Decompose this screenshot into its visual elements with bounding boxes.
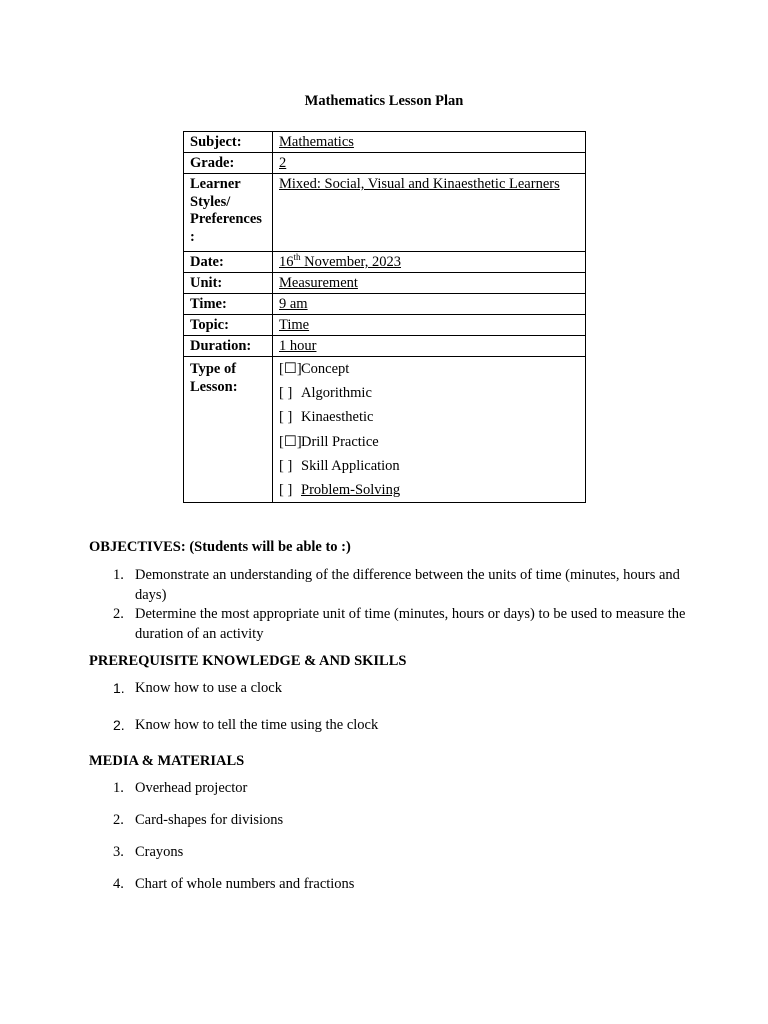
prerequisites-list: [89, 680, 689, 734]
table-row: [184, 273, 586, 294]
time-label: Time:: [184, 294, 273, 315]
date-value: 16th November, 2023: [273, 252, 586, 273]
list-item: 2. Card-shapes for divisions: [113, 812, 284, 828]
topic-label: Topic:: [184, 315, 273, 336]
lesson-type-option: [ ] Kinaesthetic: [279, 405, 579, 429]
duration-value: 1 hour: [273, 336, 586, 357]
time-value: 9 am: [273, 294, 586, 315]
unit-value: Measurement: [273, 273, 586, 294]
date-label: Date:: [184, 252, 273, 273]
subject-label: Subject:: [184, 132, 273, 153]
list-item: 1. Know how to use a clock: [113, 680, 282, 696]
checkbox-icon: [☐]: [279, 433, 302, 450]
objectives-list: [89, 566, 689, 644]
table-row: [184, 132, 586, 153]
materials-list: [89, 780, 689, 893]
list-item: 4. Chart of whole numbers and fractions: [113, 876, 355, 892]
table-row: [184, 294, 586, 315]
learner-styles-label: Learner Styles/ Preferences :: [184, 174, 273, 252]
lesson-type-option: [☐]Drill Practice: [279, 430, 579, 454]
document-title: Mathematics Lesson Plan: [304, 93, 464, 109]
list-item: 1. Overhead projector: [113, 780, 248, 796]
checkbox-icon: [☐]: [279, 361, 302, 377]
table-row: [184, 315, 586, 336]
objectives-heading: OBJECTIVES: (Students will be able to :): [89, 539, 351, 555]
table-row: [184, 357, 586, 503]
checkbox-icon: [ ]: [279, 409, 293, 426]
topic-value: Time: [273, 315, 586, 336]
materials-heading: MEDIA & MATERIALS: [89, 753, 245, 769]
table-row: [184, 336, 586, 357]
lesson-type-option: [ ] Skill Application: [279, 454, 579, 478]
checkbox-icon: [ ]: [279, 481, 293, 498]
grade-value: 2: [273, 153, 586, 174]
grade-label: Grade:: [184, 153, 273, 174]
lesson-details-table: [183, 131, 586, 503]
table-row: [184, 174, 586, 252]
list-item: 1. Demonstrate an understanding of the difference between the units of time (minutes, hours and days): [113, 567, 680, 603]
prerequisites-heading: PREREQUISITE KNOWLEDGE & AND SKILLS: [89, 653, 407, 669]
lesson-type-option: [ ] Problem-Solving: [279, 478, 579, 502]
table-row: [184, 153, 586, 174]
lesson-type-options: [273, 357, 586, 503]
list-item: 2. Know how to tell the time using the clock: [113, 717, 379, 733]
table-row: [184, 252, 586, 273]
lesson-type-option: [ ] Algorithmic: [279, 381, 579, 405]
checkbox-icon: [ ]: [279, 457, 293, 474]
checkbox-icon: [ ]: [279, 385, 293, 402]
list-item: 2. Determine the most appropriate unit of time (minutes, hours or days) to be used to measure the duration of an activity: [113, 606, 686, 642]
list-item: 3. Crayons: [113, 844, 184, 860]
lesson-type-option: [☐]Concept: [279, 357, 579, 381]
learner-styles-value: Mixed: Social, Visual and Kinaesthetic Learners: [273, 174, 586, 252]
unit-label: Unit:: [184, 273, 273, 294]
lesson-type-label: Type of Lesson:: [184, 357, 273, 503]
duration-label: Duration:: [184, 336, 273, 357]
subject-value: Mathematics: [273, 132, 586, 153]
